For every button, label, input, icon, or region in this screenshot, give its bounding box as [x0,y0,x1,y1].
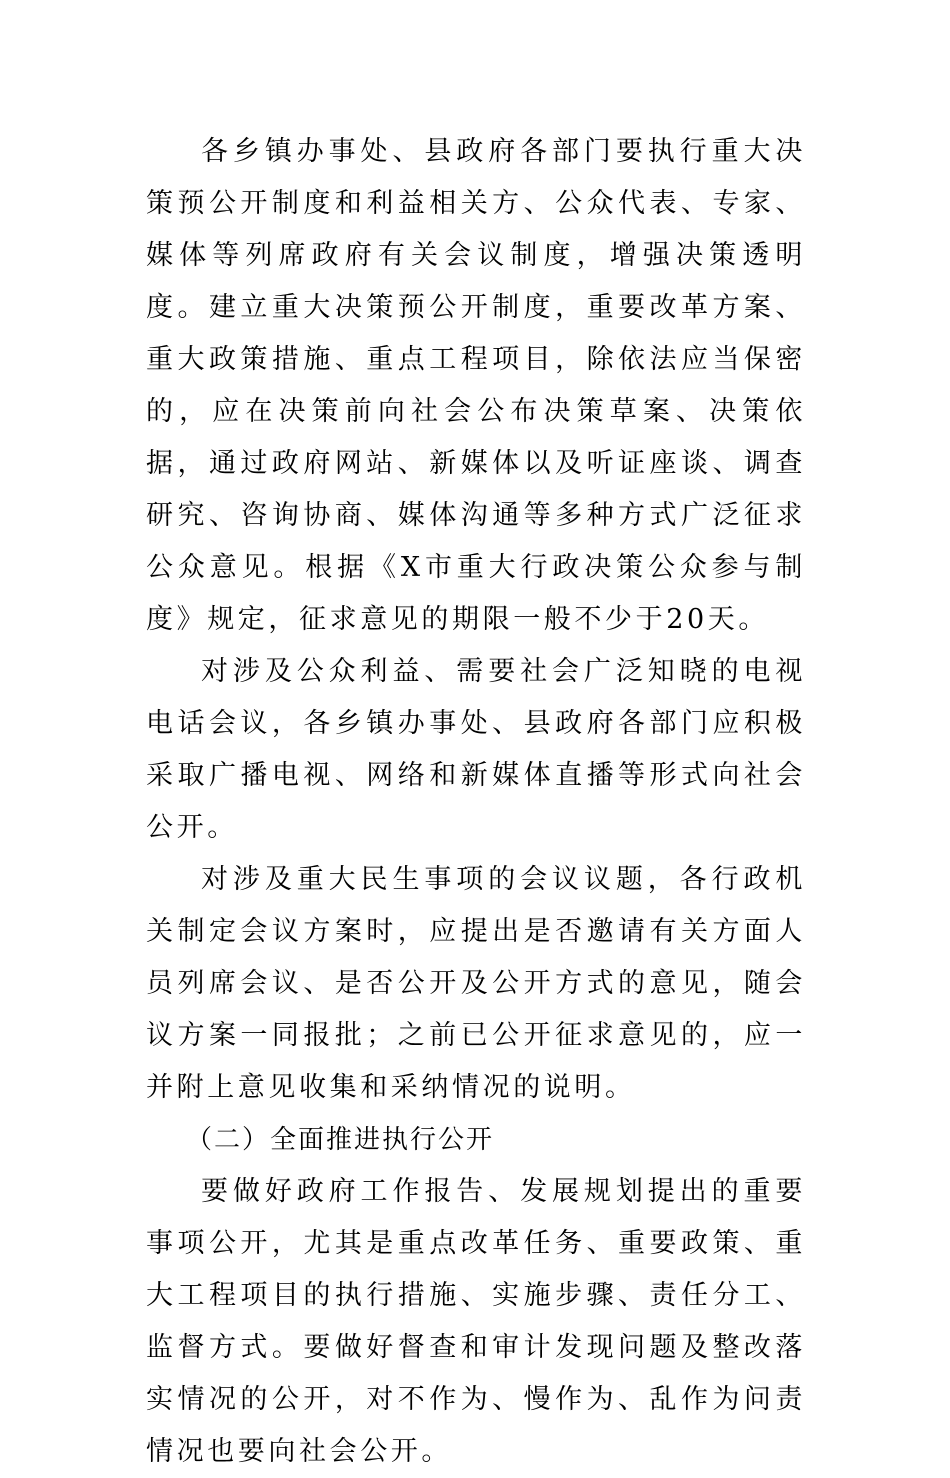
section-heading: （二）全面推进执行公开 [186,1125,495,1155]
paragraph-teleconference-openness: 对涉及公众利益、需要社会广泛知晓的电视电话会议，各乡镇办事处、县政府各部门应积极采取广播电视、网络和新媒体直播等形式向社会公开。 [146,656,806,843]
paragraph-livelihood-meetings: 对涉及重大民生事项的会议议题，各行政机关制定会议方案时，应提出是否邀请有关方面人员列席会议、是否公开及公开方式的意见，随会议方案一同报批；之前已公开征求意见的，应一并附上意见收集和采纳情况的说明。 [146,864,806,1103]
paragraph-execution-openness: 要做好政府工作报告、发展规划提出的重要事项公开，尤其是重点改革任务、重要政策、重大工程项目的执行措施、实施步骤、责任分工、监督方式。要做好督查和审计发现问题及整改落实情况的公开，对不作为、慢作为、乱作为问责情况也要向社会公开。 [146,1176,806,1467]
paragraph-decision-prepublicity: 各乡镇办事处、县政府各部门要执行重大决策预公开制度和利益相关方、公众代表、专家、媒体等列席政府有关会议制度，增强决策透明度。建立重大决策预公开制度，重要改革方案、重大政策措施、重点工程项目，除依法应当保密的，应在决策前向社会公布决策草案、决策依据，通过政府网站、新媒体以及听证座谈、调查研究、咨询协商、媒体沟通等多种方式广泛征求公众意见。根据《X市重大行政决策公众参与制度》规定，征求意见的期限一般不少于20天。 [146,136,806,635]
document-body [146,126,806,1478]
